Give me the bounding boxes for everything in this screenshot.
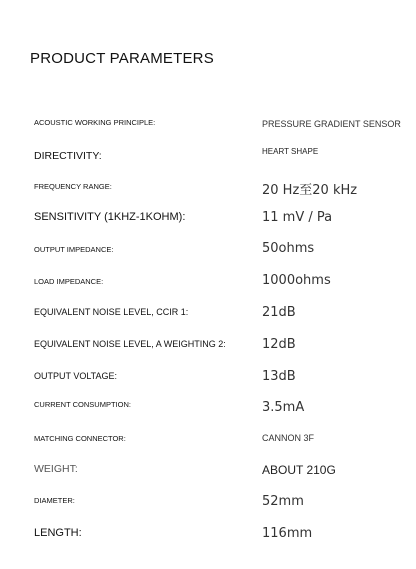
- param-value: 52mm: [262, 494, 304, 509]
- param-label: CURRENT CONSUMPTION:: [34, 400, 131, 409]
- param-value: 1000ohms: [262, 273, 331, 288]
- param-label: OUTPUT IMPEDANCE:: [34, 245, 114, 254]
- param-label: EQUIVALENT NOISE LEVEL, A WEIGHTING 2:: [34, 339, 226, 349]
- param-value: 116mm: [262, 526, 313, 541]
- param-label: OUTPUT VOLTAGE:: [34, 371, 118, 381]
- param-value: 3.5mA: [262, 400, 305, 415]
- param-value: HEART SHAPE: [262, 147, 319, 156]
- param-value: 12dB: [262, 337, 296, 352]
- param-label: WEIGHT:: [34, 463, 78, 475]
- param-label: LOAD IMPEDANCE:: [34, 277, 104, 286]
- param-value: PRESSURE GRADIENT SENSOR: [262, 119, 401, 129]
- param-value: 11 mV / Pa: [262, 210, 333, 225]
- param-label: FREQUENCY RANGE:: [34, 182, 112, 191]
- param-value: ABOUT 210G: [262, 463, 336, 477]
- page-title: PRODUCT PARAMETERS: [30, 50, 214, 67]
- param-value: CANNON 3F: [262, 433, 315, 443]
- param-value: 21dB: [262, 305, 296, 320]
- param-label: EQUIVALENT NOISE LEVEL, CCIR 1:: [34, 307, 189, 317]
- param-label: DIAMETER:: [34, 496, 75, 505]
- param-label: MATCHING CONNECTOR:: [34, 434, 126, 443]
- param-label: SENSITIVITY (1KHZ-1KOHM):: [34, 211, 186, 223]
- param-label: DIRECTIVITY:: [34, 150, 102, 162]
- param-value: 20 Hz至20 kHz: [262, 183, 358, 198]
- param-value: 50ohms: [262, 241, 315, 256]
- param-label: ACOUSTIC WORKING PRINCIPLE:: [34, 118, 156, 127]
- param-label: LENGTH:: [34, 527, 82, 539]
- param-value: 13dB: [262, 369, 296, 384]
